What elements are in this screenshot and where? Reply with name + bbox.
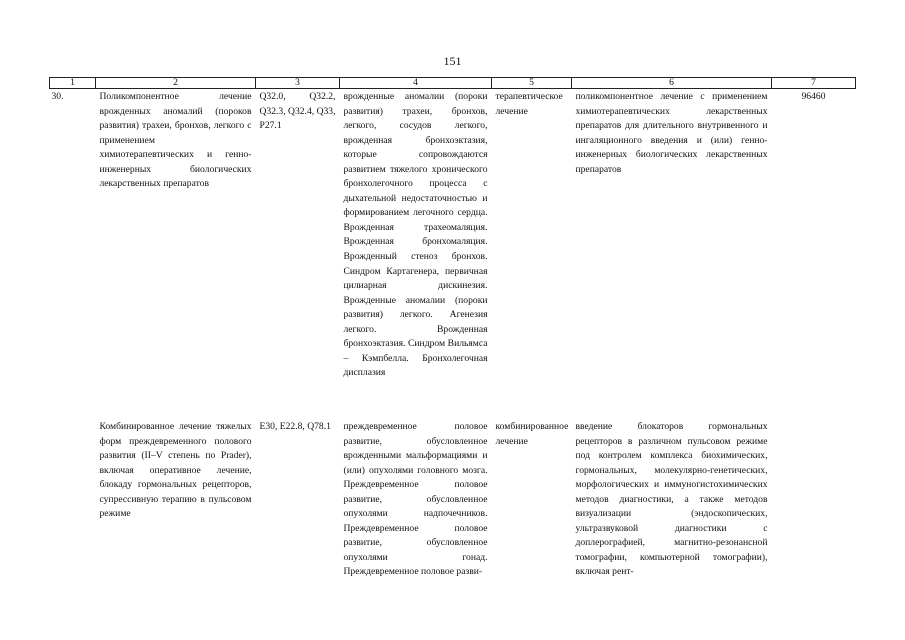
patient-model: преждевременное половое развитие, обусловленное врожденными мальформациями и (или) опухолями головного мозга. Преждевременное половое развитие, обусловленное опухолями надпочечников. Преждевременное половое развитие, обусловленное опухолями гонад. Преждевременное половое разви- (343, 421, 488, 578)
column-header-4: 4 (340, 78, 492, 89)
column-header-5: 5 (492, 78, 572, 89)
table-row (50, 89, 856, 407)
standard-cost: 96460 (801, 91, 826, 102)
treatment-method: введение блокаторов гормональных рецепторов в различном пульсовом режиме под контролем комплекса биохимических, гормональных, молекулярно-генетических, морфологических и иммуногистохимических методов диагностики, а также методов визуализации (эндоскопических, ультразвуковой диагностики с доплерографией, магнитно-резонансной томографии, компьютерной томографии), включая рент- (575, 421, 768, 578)
column-number-header-row (50, 78, 856, 89)
column-header-3: 3 (256, 78, 340, 89)
medical-care-table (49, 77, 856, 580)
column-header-1: 1 (50, 78, 96, 89)
table-row (50, 406, 856, 580)
column-header-2: 2 (96, 78, 256, 89)
page-number: 151 (443, 54, 462, 68)
patient-model: врожденные аномалии (пороки развития) трахеи, бронхов, легкого, сосудов легкого, врожденная бронхоэктазия, которые сопровождаются развитием тяжелого хронического бронхолегочного процесса с дыхательной недостаточностью и формированием легочного сердца. Врожденная трахеомаляция. Врожденная бронхомаляция. Врожденный стеноз бронхов. Синдром Картагенера, первичная цилиарная дискинезия. Врожденные аномалии (пороки развития) легкого. Агенезия легкого. Врожденная бронхоэктазия. Синдром Вильямса – Кэмпбелла. Бронхолегочная дисплазия (343, 91, 488, 379)
column-header-7: 7 (772, 78, 856, 89)
treatment-type: комбинированное лечение (495, 421, 569, 447)
standard-cost (772, 406, 856, 580)
icd-codes: E30, E22.8, Q78.1 (259, 421, 331, 432)
treatment-method: поликомпонентное лечение с применением химиотерапевтических лекарственных препаратов для длительного внутривенного и ингаляционного введения и (или) генно-инженерных биологических лекарственных препаратов (575, 91, 768, 175)
row-number (50, 406, 96, 580)
treatment-type: терапевтическое лечение (495, 91, 563, 117)
care-profile-name: Комбинированное лечение тяжелых форм преждевременного полового развития (II–V степень по Prader), включая оперативное лечение, блокаду гормональных рецепторов, супрессивную терапию в пульсовом режиме (99, 421, 252, 520)
care-profile-name: Поликомпонентное лечение врожденных аномалий (пороков развития) трахеи, бронхов, легкого с применением химиотерапевтических и генно-инженерных биологических лекарственных препаратов (99, 91, 252, 190)
icd-codes: Q32.0, Q32.2, Q32.3, Q32.4, Q33, P27.1 (259, 91, 336, 132)
row-number: 30. (51, 91, 64, 102)
column-header-6: 6 (572, 78, 772, 89)
